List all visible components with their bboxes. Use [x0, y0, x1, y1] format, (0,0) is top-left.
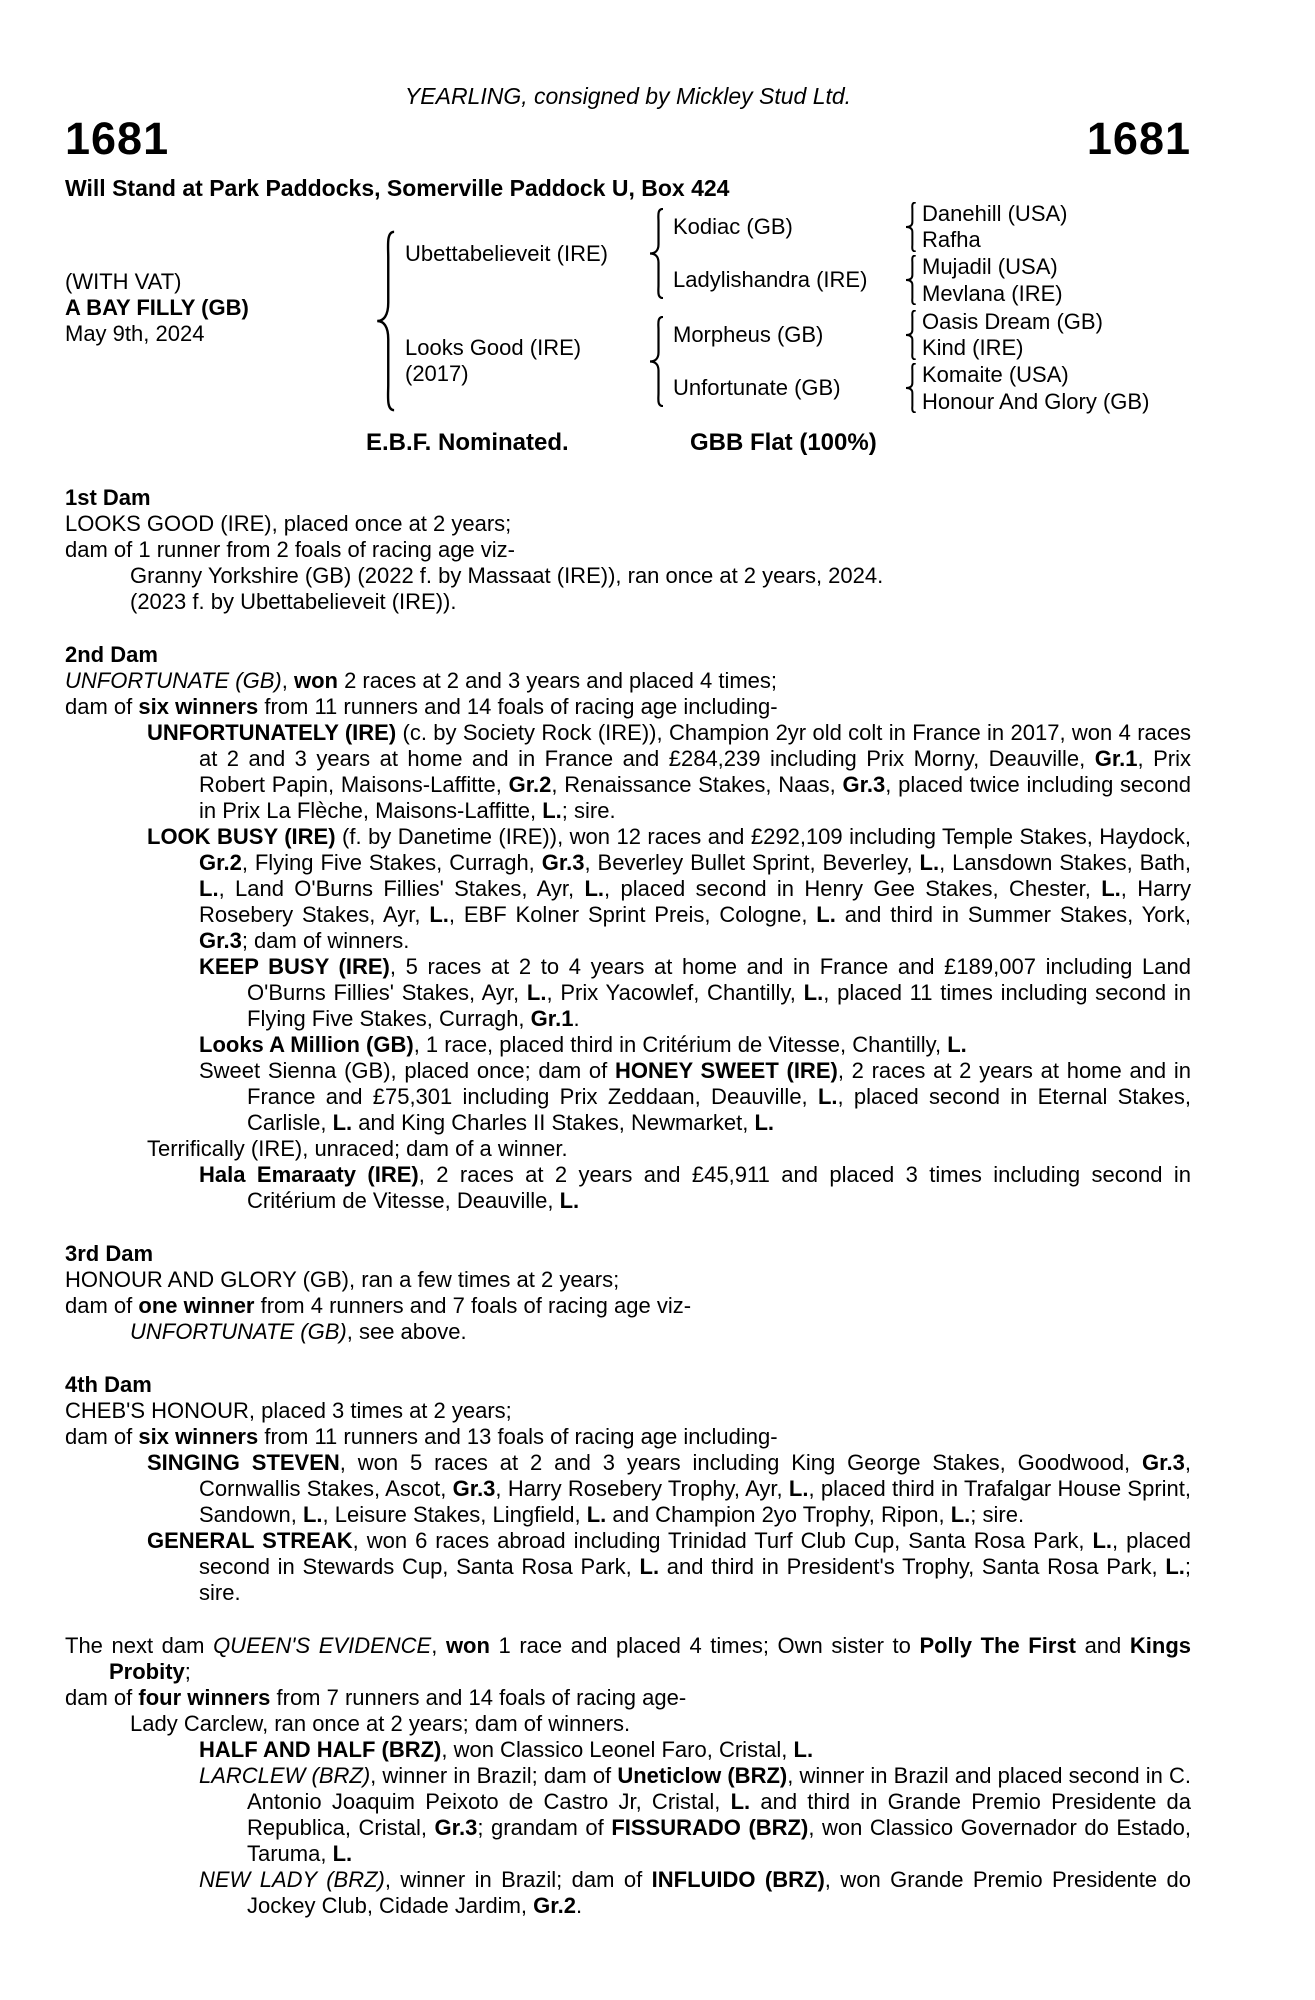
dam-heading — [65, 1372, 1191, 1398]
text-run: L. — [332, 1110, 353, 1135]
text-run: L. — [1101, 876, 1121, 901]
text-run: (f. by Danetime (IRE)), won 12 races and £292,109 including Temple Stakes, Haydock, — [335, 824, 1191, 849]
text-run: L. — [332, 1841, 353, 1866]
text-run: dam of — [65, 1293, 139, 1318]
pedigree-paragraph — [65, 1737, 1191, 1763]
pedigree-paragraph — [65, 1633, 1191, 1685]
text-run: from 7 runners and 14 foals of racing age- — [270, 1685, 687, 1710]
dam-sire-dam-name: Kind (IRE) — [922, 335, 1024, 360]
text-run: Gr.3 — [541, 850, 585, 875]
text-run: Sweet Sienna (GB), placed once; dam of — [199, 1058, 615, 1083]
pedigree-paragraph — [65, 1058, 1191, 1136]
text-run: QUEEN'S EVIDENCE — [213, 1633, 432, 1658]
text-run: Gr.2 — [508, 772, 552, 797]
text-run: UNFORTUNATE (GB) — [130, 1319, 347, 1344]
dam-sire-name: Morpheus (GB) — [673, 322, 824, 347]
text-run: dam of — [65, 1424, 139, 1449]
pedigree-paragraph — [65, 563, 1191, 589]
pedigree-paragraph — [65, 1319, 1191, 1345]
pedigree-paragraph — [65, 668, 1191, 694]
consignment-line: YEARLING, consigned by Mickley Stud Ltd. — [404, 83, 852, 109]
sire-sire-name: Kodiac (GB) — [673, 214, 793, 239]
dam-dam-name: Unfortunate (GB) — [673, 375, 841, 400]
text-run: , won Classico Leonel Faro, Cristal, — [441, 1737, 794, 1762]
pedigree-paragraph — [65, 1162, 1191, 1214]
pedigree-text — [65, 485, 1191, 1919]
sire-sire-dam-name: Rafha — [922, 227, 981, 252]
text-run: L. — [584, 876, 605, 901]
text-run: Gr.2 — [533, 1893, 576, 1918]
text-run: ; dam of winners. — [241, 928, 410, 953]
text-run: HALF AND HALF (BRZ) — [199, 1737, 442, 1762]
dam-name: Looks Good (IRE) — [405, 335, 582, 360]
text-run: one winner — [138, 1293, 255, 1318]
text-run: Gr.3 — [199, 928, 242, 953]
text-run: INFLUIDO (BRZ) — [651, 1867, 825, 1892]
pedigree-paragraph — [65, 1528, 1191, 1606]
text-run: L. — [730, 1789, 751, 1814]
text-run: six winners — [138, 1424, 259, 1449]
text-run: , Beverley Bullet Sprint, Beverley, — [584, 850, 920, 875]
text-run: Kings Probity — [109, 1633, 1191, 1684]
sire-dam-sire-name: Mujadil (USA) — [922, 254, 1058, 279]
gbb-flat-note: GBB Flat (100%) — [690, 429, 877, 456]
pedigree-paragraph — [65, 1136, 1191, 1162]
sire-dam-dam-name: Mevlana (IRE) — [922, 281, 1063, 306]
pedigree-brace-gen1 — [372, 230, 398, 412]
text-run: . — [573, 1006, 580, 1031]
pedigree-paragraph — [65, 1867, 1191, 1919]
dam-heading — [65, 1241, 1191, 1267]
text-run: UNFORTUNATE (GB) — [65, 668, 282, 693]
text-run: , won 5 races at 2 and 3 years including King George Stakes, Goodwood, — [339, 1450, 1143, 1475]
text-run: GENERAL STREAK — [147, 1528, 353, 1553]
text-run: L. — [803, 980, 824, 1005]
text-run: KEEP BUSY (IRE) — [199, 954, 390, 979]
pedigree-paragraph — [65, 954, 1191, 1032]
text-run: , Prix Yacowlef, Chantilly, — [546, 980, 804, 1005]
pedigree-brace-dam — [646, 316, 666, 407]
text-run: L. — [919, 850, 940, 875]
text-run: four winners — [138, 1685, 271, 1710]
stand-location-line: Will Stand at Park Paddocks, Somerville Paddock U, Box 424 — [65, 175, 730, 201]
text-run: and Champion 2yo Trophy, Ripon, — [606, 1502, 951, 1527]
text-run: dam of — [65, 694, 139, 719]
dam-sire-sire-name: Oasis Dream (GB) — [922, 309, 1103, 334]
lot-number-right: 1681 — [1086, 113, 1191, 164]
text-run: , Land O'Burns Fillies' Stakes, Ayr, — [218, 876, 585, 901]
text-run: UNFORTUNATELY (IRE) — [147, 720, 397, 745]
text-run: 1st Dam — [65, 485, 151, 510]
dam-heading — [65, 485, 1191, 511]
text-run: (c. by Society Rock (IRE)), Champion 2yr old colt in France in 2017, won 4 races at 2 and 3 years at home and in France and £284,239 including Prix Morny, Deauville, — [199, 720, 1191, 771]
text-run: L. — [788, 1476, 809, 1501]
text-run: L. — [950, 1502, 971, 1527]
text-run: ; sire. — [199, 1554, 1191, 1605]
pedigree-paragraph — [65, 1293, 1191, 1319]
pedigree-paragraph — [65, 1424, 1191, 1450]
text-run: , Prix Robert Papin, Maisons-Laffitte, — [199, 746, 1191, 797]
text-run: ; sire. — [970, 1502, 1025, 1527]
text-run: , Harry Rosebery Stakes, Ayr, — [199, 876, 1191, 927]
text-run: , 2 races at 2 years at home and in France and £75,301 including Prix Zeddaan, Deauville, — [247, 1058, 1191, 1109]
text-run: , won Classico Governador do Estado, Taruma, — [247, 1815, 1191, 1866]
text-run: , winner in Brazil; dam of — [370, 1763, 618, 1788]
text-run: six winners — [138, 694, 259, 719]
text-run: , Leisure Stakes, Lingfield, — [322, 1502, 587, 1527]
text-run: NEW LADY (BRZ) — [199, 1867, 385, 1892]
pedigree-brace-gen3-2 — [903, 255, 918, 305]
text-run: , placed second in Eternal Stakes, Carlisle, — [247, 1084, 1191, 1135]
pedigree-paragraph — [65, 1267, 1191, 1293]
dam-year: (2017) — [405, 361, 469, 386]
text-run: L. — [586, 1502, 607, 1527]
text-run: L. — [1092, 1528, 1113, 1553]
text-run: L. — [199, 876, 219, 901]
text-run: , Flying Five Stakes, Curragh, — [241, 850, 542, 875]
text-run: and third in Summer Stakes, York, — [835, 902, 1191, 927]
pedigree-table — [65, 201, 1191, 471]
sire-name: Ubettabelieveit (IRE) — [405, 241, 608, 266]
text-run: won — [445, 1633, 490, 1658]
text-run: HONOUR AND GLORY (GB), ran a few times at 2 years; — [65, 1267, 620, 1292]
pedigree-paragraph — [65, 1711, 1191, 1737]
pedigree-paragraph — [65, 720, 1191, 824]
text-run: , placed second in Henry Gee Stakes, Chester, — [604, 876, 1102, 901]
text-run: ; sire. — [561, 798, 616, 823]
text-run: L. — [817, 1084, 838, 1109]
sire-dam-name: Ladylishandra (IRE) — [673, 267, 868, 292]
text-run: Gr.3 — [452, 1476, 496, 1501]
pedigree-brace-gen3-1 — [903, 202, 918, 252]
text-run: 4th Dam — [65, 1372, 152, 1397]
text-run: Gr.3 — [434, 1815, 478, 1840]
pedigree-paragraph — [65, 694, 1191, 720]
text-run: , Harry Rosebery Trophy, Ayr, — [495, 1476, 789, 1501]
text-run: 2nd Dam — [65, 642, 158, 667]
text-run: , placed twice including second in Prix La Flèche, Maisons-Laffitte, — [199, 772, 1192, 823]
ebf-nominated-note: E.B.F. Nominated. — [366, 429, 569, 456]
pedigree-paragraph — [65, 1685, 1191, 1711]
text-run: 2 races at 2 and 3 years and placed 4 times; — [337, 668, 778, 693]
text-run: , — [281, 668, 294, 693]
text-run: L. — [526, 980, 547, 1005]
text-run: from 11 runners and 14 foals of racing age including- — [258, 694, 778, 719]
text-run: and third in Grande Premio Presidente da Republica, Cristal, — [247, 1789, 1191, 1840]
pedigree-paragraph — [65, 824, 1191, 954]
text-run: , winner in Brazil; dam of — [384, 1867, 652, 1892]
pedigree-paragraph — [65, 1398, 1191, 1424]
text-run: L. — [559, 1188, 580, 1213]
text-run: , Lansdown Stakes, Bath, — [939, 850, 1191, 875]
pedigree-brace-gen3-3 — [903, 310, 918, 360]
pedigree-paragraph — [65, 589, 1191, 615]
text-run: dam of — [65, 1685, 139, 1710]
vat-note: (WITH VAT) — [65, 269, 182, 294]
text-run: Terrifically (IRE), unraced; dam of a winner. — [147, 1136, 568, 1161]
text-run: ; grandam of — [477, 1815, 612, 1840]
text-run: , 1 race, placed third in Critérium de Vitesse, Chantilly, — [413, 1032, 948, 1057]
text-run: ; — [184, 1659, 191, 1684]
text-run: Hala Emaraaty (IRE) — [199, 1162, 419, 1187]
text-run: Lady Carclew, ran once at 2 years; dam of winners. — [130, 1711, 631, 1736]
text-run: won — [293, 668, 338, 693]
text-run: , placed third in Trafalgar House Sprint, Sandown, — [199, 1476, 1191, 1527]
text-run: L. — [302, 1502, 323, 1527]
horse-name: A BAY FILLY (GB) — [65, 295, 249, 320]
text-run: Granny Yorkshire (GB) (2022 f. by Massaat (IRE)), ran once at 2 years, 2024. — [130, 563, 884, 588]
lot-number-left: 1681 — [65, 113, 170, 164]
text-run: HONEY SWEET (IRE) — [615, 1058, 838, 1083]
dam-dam-sire-name: Komaite (USA) — [922, 362, 1069, 387]
text-run: SINGING STEVEN — [147, 1450, 340, 1475]
text-run: , 5 races at 2 to 4 years at home and in France and £189,007 including Land O'Burns Fillies' Stakes, Ayr, — [247, 954, 1191, 1005]
foaling-date: May 9th, 2024 — [65, 321, 205, 346]
text-run: 1 race and placed 4 times; Own sister to — [489, 1633, 920, 1658]
text-run: , see above. — [346, 1319, 467, 1344]
pedigree-paragraph — [65, 537, 1191, 563]
text-run: dam of 1 runner from 2 foals of racing age viz- — [65, 537, 515, 562]
text-run: LARCLEW (BRZ) — [199, 1763, 371, 1788]
text-run: Gr.1 — [530, 1006, 574, 1031]
dam-heading — [65, 642, 1191, 668]
pedigree-paragraph — [65, 1032, 1191, 1058]
lot-number-row — [65, 115, 1191, 163]
text-run: , placed 11 times including second in Flying Five Stakes, Curragh, — [247, 980, 1191, 1031]
text-run: LOOKS GOOD (IRE), placed once at 2 years; — [65, 511, 512, 536]
text-run: from 11 runners and 13 foals of racing age including- — [258, 1424, 778, 1449]
text-run: L. — [542, 798, 562, 823]
text-run: Gr.3 — [842, 772, 886, 797]
text-run: Gr.1 — [1094, 746, 1138, 771]
text-run: and — [1075, 1633, 1130, 1658]
sire-sire-sire-name: Danehill (USA) — [922, 201, 1068, 226]
text-run: , EBF Kolner Sprint Preis, Cologne, — [448, 902, 817, 927]
text-run: (2023 f. by Ubettabelieveit (IRE)). — [130, 589, 457, 614]
text-run: , placed second in Stewards Cup, Santa Rosa Park, — [199, 1528, 1191, 1579]
text-run: Gr.2 — [199, 850, 242, 875]
text-run: L. — [1165, 1554, 1185, 1579]
text-run: L. — [639, 1554, 660, 1579]
text-run: Looks A Million (GB) — [199, 1032, 414, 1057]
pedigree-paragraph — [65, 511, 1191, 537]
pedigree-brace-gen3-4 — [903, 363, 918, 413]
text-run: Gr.3 — [1142, 1450, 1185, 1475]
pedigree-brace-sire — [646, 208, 666, 299]
text-run: and King Charles II Stakes, Newmarket, — [352, 1110, 755, 1135]
text-run: Polly The First — [919, 1633, 1076, 1658]
text-run: from 4 runners and 7 foals of racing age viz- — [254, 1293, 692, 1318]
text-run: , Renaissance Stakes, Naas, — [551, 772, 843, 797]
text-run: L. — [816, 902, 836, 927]
text-run: . — [575, 1893, 583, 1918]
text-run: 3rd Dam — [65, 1241, 154, 1266]
pedigree-paragraph — [65, 1763, 1191, 1867]
text-run: , — [431, 1633, 446, 1658]
text-run: LOOK BUSY (IRE) — [147, 824, 336, 849]
text-run: , winner in Brazil and placed second in C. Antonio Joaquim Peixoto de Castro Jr, Cristal, — [247, 1763, 1191, 1814]
text-run: L. — [754, 1110, 774, 1135]
text-run: L. — [429, 902, 449, 927]
text-run: FISSURADO (BRZ) — [611, 1815, 809, 1840]
dam-dam-dam-name: Honour And Glory (GB) — [922, 389, 1150, 414]
text-run: CHEB'S HONOUR, placed 3 times at 2 years; — [65, 1398, 512, 1423]
text-run: L. — [947, 1032, 967, 1057]
text-run: , won Grande Premio Presidente do Jockey Club, Cidade Jardim, — [247, 1867, 1192, 1918]
text-run: L. — [793, 1737, 814, 1762]
text-run: , won 6 races abroad including Trinidad Turf Club Cup, Santa Rosa Park, — [352, 1528, 1093, 1553]
text-run: and third in President's Trophy, Santa Rosa Park, — [659, 1554, 1166, 1579]
text-run: The next dam — [65, 1633, 214, 1658]
text-run: Uneticlow (BRZ) — [617, 1763, 788, 1788]
text-run: , 2 races at 2 years and £45,911 and placed 3 times including second in Critérium de Vitesse, Deauville, — [247, 1162, 1191, 1213]
pedigree-paragraph — [65, 1450, 1191, 1528]
text-run: , Cornwallis Stakes, Ascot, — [199, 1450, 1191, 1501]
